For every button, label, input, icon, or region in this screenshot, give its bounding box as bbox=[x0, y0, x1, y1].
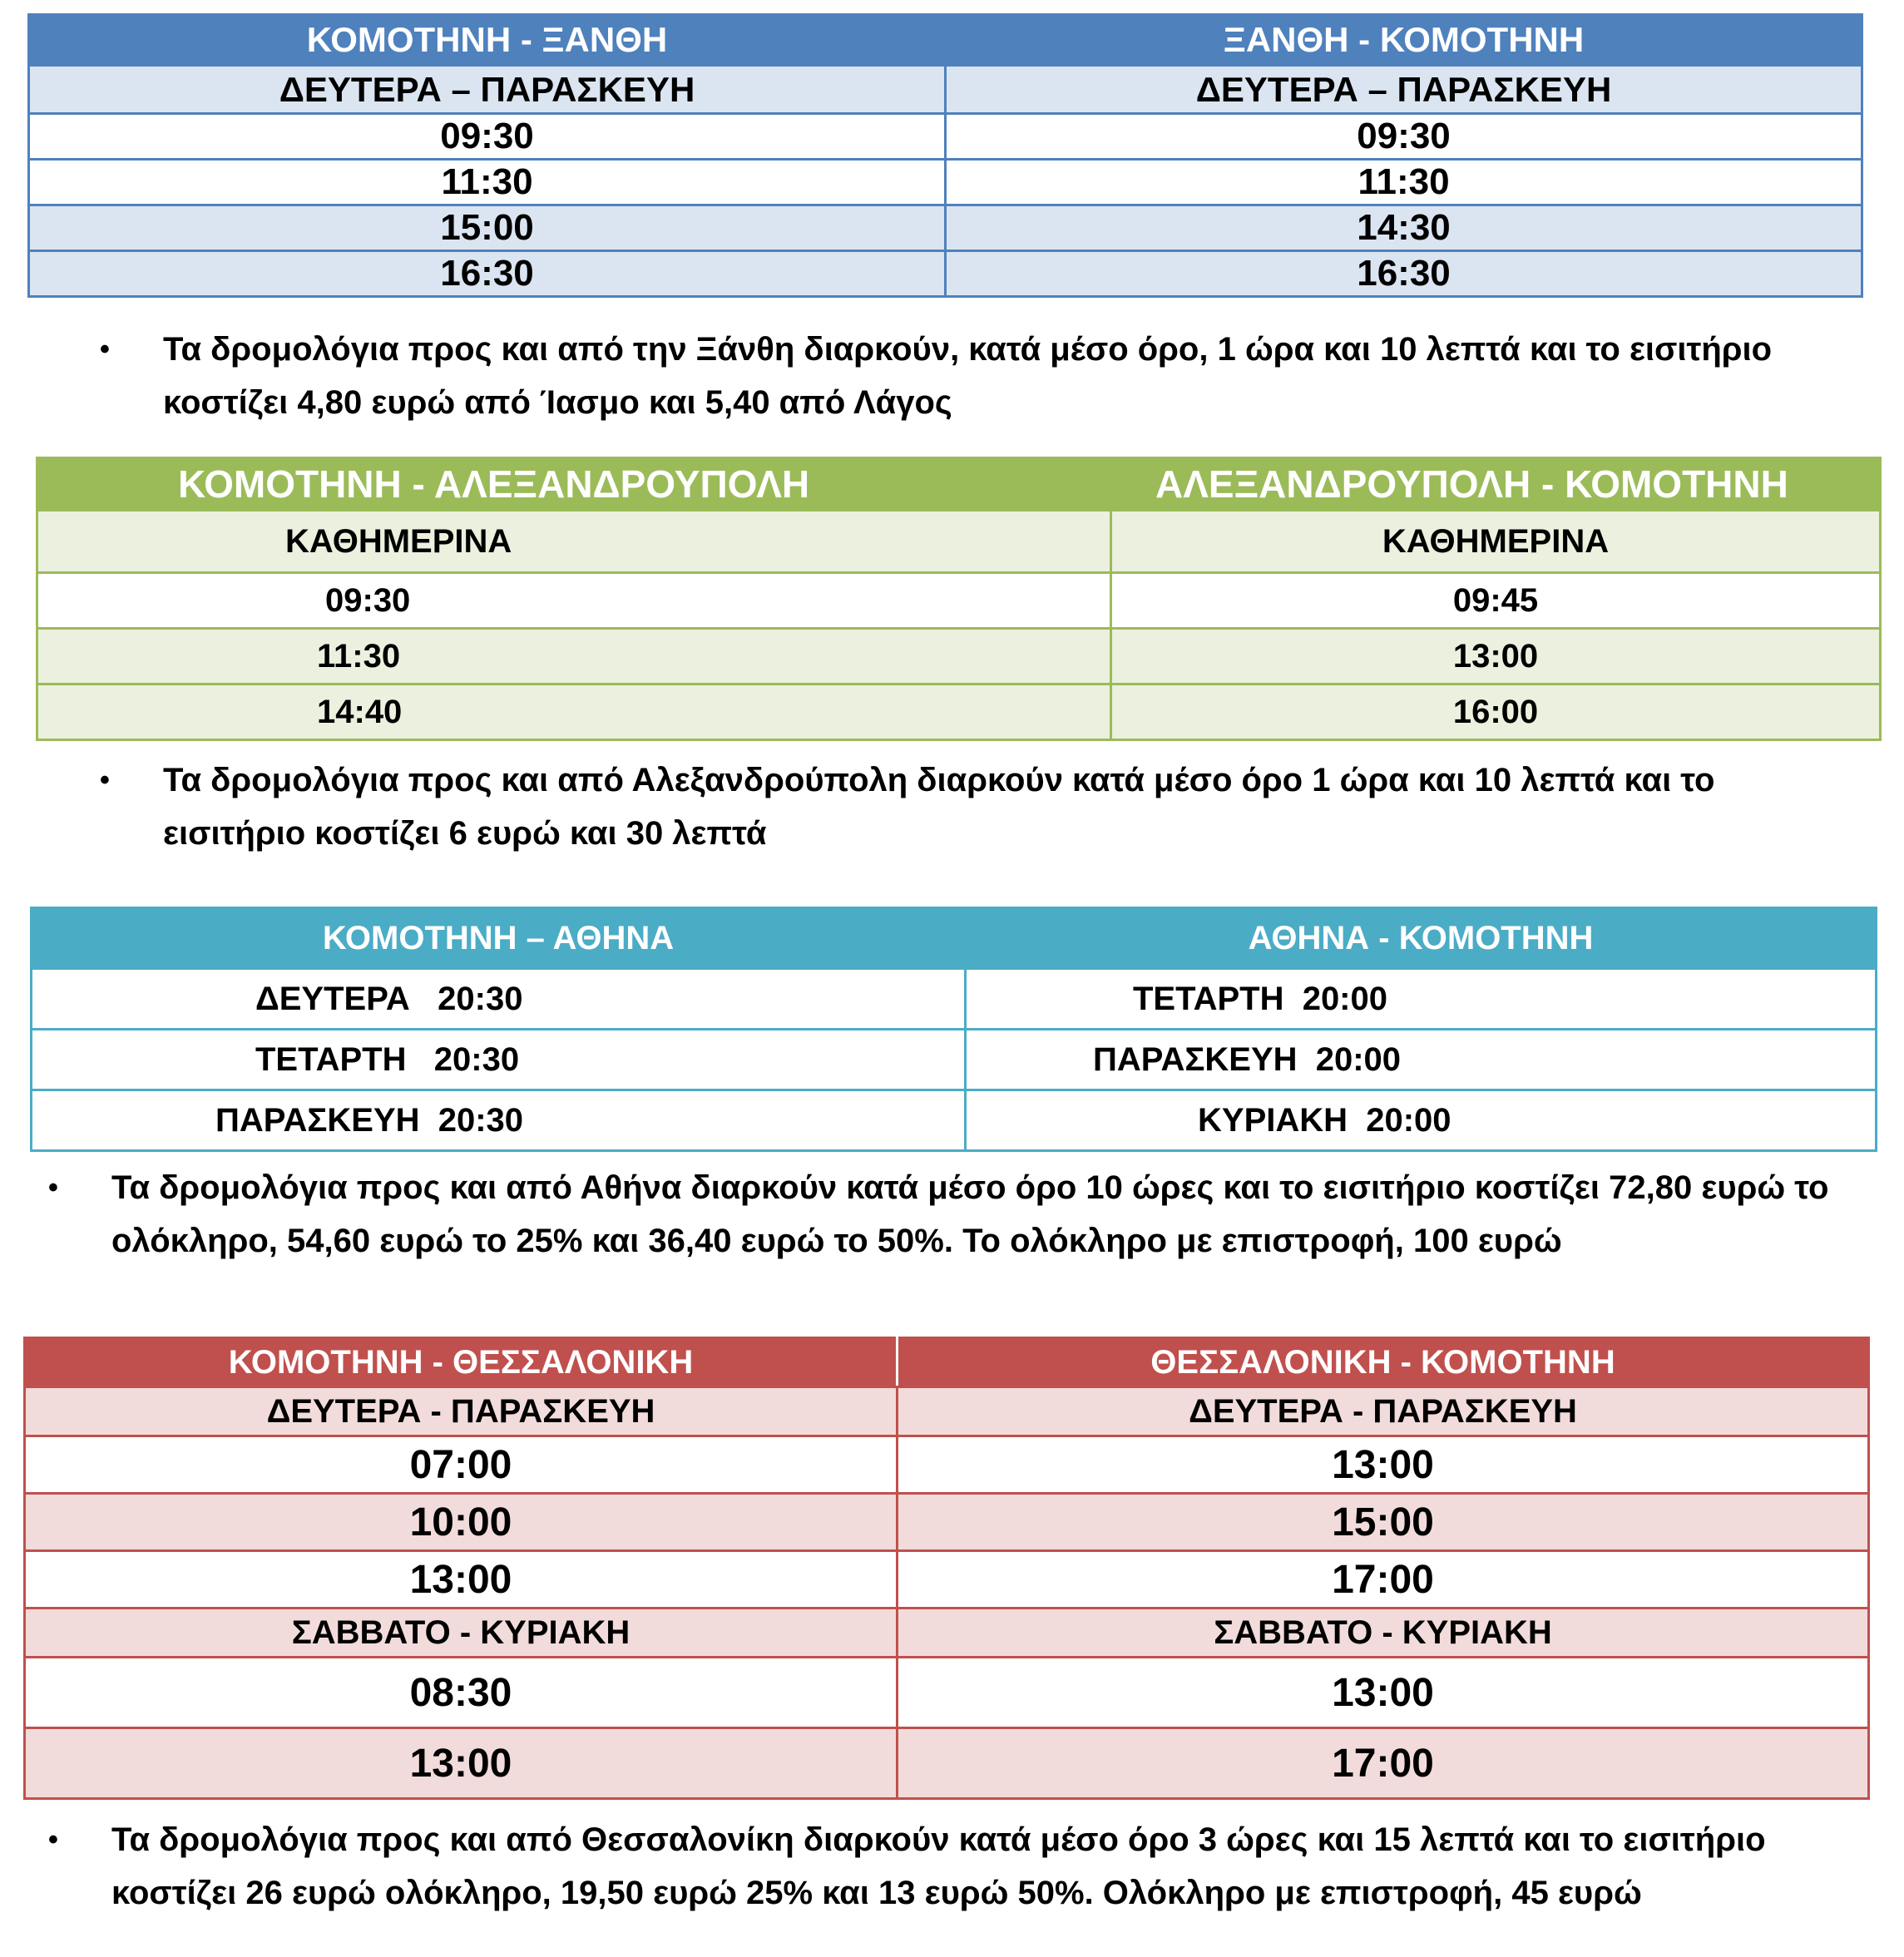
table-row bbox=[37, 684, 1881, 740]
departure-time: 13:00 bbox=[898, 1658, 1869, 1728]
column-title: ΚΟΜΟΤΗΝΗ - ΞΑΝΘΗ bbox=[29, 15, 946, 66]
departure-day-time: ΠΑΡΑΣΚΕΥΗ 20:00 bbox=[966, 1030, 1877, 1090]
bullet: • bbox=[48, 1172, 58, 1203]
table-row bbox=[25, 1436, 1869, 1494]
departure-time: 09:30 bbox=[37, 573, 1111, 629]
table-row bbox=[37, 629, 1881, 684]
athina-note bbox=[48, 1161, 1862, 1268]
table-row bbox=[29, 205, 1862, 251]
column-title: ΚΟΜΟΤΗΝΗ – ΑΘΗΝΑ bbox=[32, 908, 966, 969]
departure-day-time: ΔΕΥΤΕΡΑ 20:30 bbox=[32, 969, 966, 1030]
departure-time: 14:30 bbox=[946, 205, 1862, 251]
departure-time: 17:00 bbox=[898, 1551, 1869, 1609]
days-label: ΚΑΘΗΜΕΡΙΝΑ bbox=[37, 511, 1111, 573]
athina-schedule-table bbox=[30, 907, 1877, 1152]
departure-time: 16:00 bbox=[1111, 684, 1881, 740]
days-label: ΔΕΥΤΕΡΑ - ΠΑΡΑΣΚΕΥΗ bbox=[25, 1387, 898, 1436]
days-label: ΣΑΒΒΑΤΟ - ΚΥΡΙΑΚΗ bbox=[898, 1609, 1869, 1658]
note-text: Τα δρομολόγια προς και από Θεσσαλονίκη διαρκούν κατά μέσο όρο 3 ώρες και 15 λεπτά και το εισιτήριο κοστίζει 26 ευρώ ολόκληρο, 19,50 ευρώ 25% και 13 ευρώ 50%. Ολόκληρο με επιστροφή, 45 ευρώ bbox=[111, 1821, 1766, 1911]
departure-day-time: ΚΥΡΙΑΚΗ 20:00 bbox=[966, 1090, 1877, 1151]
departure-time: 13:00 bbox=[25, 1551, 898, 1609]
departure-time: 11:30 bbox=[946, 160, 1862, 205]
column-title: ΞΑΝΘΗ - ΚΟΜΟΤΗΝΗ bbox=[946, 15, 1862, 66]
departure-day-time: ΤΕΤΑΡΤΗ 20:30 bbox=[32, 1030, 966, 1090]
thessaloniki-note bbox=[48, 1813, 1878, 1920]
departure-time: 15:00 bbox=[898, 1494, 1869, 1551]
table-row bbox=[29, 251, 1862, 297]
departure-time: 11:30 bbox=[37, 629, 1111, 684]
days-label: ΣΑΒΒΑΤΟ - ΚΥΡΙΑΚΗ bbox=[25, 1609, 898, 1658]
departure-time: 16:30 bbox=[29, 251, 946, 297]
departure-time: 11:30 bbox=[29, 160, 946, 205]
note-text: Τα δρομολόγια προς και από Αλεξανδρούπολη διαρκούν κατά μέσο όρο 1 ώρα και 10 λεπτά και το εισιτήριο κοστίζει 6 ευρώ και 30 λεπτά bbox=[163, 762, 1715, 852]
table-row bbox=[29, 114, 1862, 160]
departure-time: 10:00 bbox=[25, 1494, 898, 1551]
table-row bbox=[25, 1728, 1869, 1799]
alexandroupoli-schedule-table bbox=[36, 457, 1882, 741]
departure-time: 08:30 bbox=[25, 1658, 898, 1728]
table-row bbox=[32, 1030, 1877, 1090]
table-row bbox=[32, 1090, 1877, 1151]
departure-time: 16:30 bbox=[946, 251, 1862, 297]
bullet: • bbox=[48, 1824, 58, 1856]
column-title: ΚΟΜΟΤΗΝΗ - ΑΛΕΞΑΝΔΡΟΥΠΟΛΗ bbox=[37, 458, 1111, 511]
thessaloniki-schedule-table bbox=[23, 1337, 1870, 1800]
departure-time: 09:30 bbox=[946, 114, 1862, 160]
column-title: ΑΘΗΝΑ - ΚΟΜΟΤΗΝΗ bbox=[966, 908, 1877, 969]
column-title: ΚΟΜΟΤΗΝΗ - ΘΕΣΣΑΛΟΝΙΚΗ bbox=[25, 1338, 898, 1387]
note-text: Τα δρομολόγια προς και από την Ξάνθη διαρκούν, κατά μέσο όρο, 1 ώρα και 10 λεπτά και το εισιτήριο κοστίζει 4,80 ευρώ από Ίασμο και 5,40 από Λάγος bbox=[163, 331, 1773, 421]
xanthi-note bbox=[100, 323, 1847, 429]
days-label: ΚΑΘΗΜΕΡΙΝΑ bbox=[1111, 511, 1881, 573]
column-title: ΘΕΣΣΑΛΟΝΙΚΗ - ΚΟΜΟΤΗΝΗ bbox=[898, 1338, 1869, 1387]
table-row bbox=[25, 1494, 1869, 1551]
departure-day-time: ΠΑΡΑΣΚΕΥΗ 20:30 bbox=[32, 1090, 966, 1151]
table-row bbox=[25, 1551, 1869, 1609]
departure-day-time: ΤΕΤΑΡΤΗ 20:00 bbox=[966, 969, 1877, 1030]
days-label: ΔΕΥΤΕΡΑ – ΠΑΡΑΣΚΕΥΗ bbox=[946, 66, 1862, 114]
column-title: ΑΛΕΞΑΝΔΡΟΥΠΟΛΗ - ΚΟΜΟΤΗΝΗ bbox=[1111, 458, 1881, 511]
note-text: Τα δρομολόγια προς και από Αθήνα διαρκούν κατά μέσο όρο 10 ώρες και το εισιτήριο κοστίζει 72,80 ευρώ το ολόκληρο, 54,60 ευρώ το 25% και 36,40 ευρώ το 50%. Το ολόκληρο με επιστροφή, 100 ευρώ bbox=[111, 1169, 1829, 1259]
departure-time: 14:40 bbox=[37, 684, 1111, 740]
departure-time: 09:30 bbox=[29, 114, 946, 160]
departure-time: 17:00 bbox=[898, 1728, 1869, 1799]
days-label: ΔΕΥΤΕΡΑ – ΠΑΡΑΣΚΕΥΗ bbox=[29, 66, 946, 114]
departure-time: 13:00 bbox=[898, 1436, 1869, 1494]
table-row bbox=[25, 1658, 1869, 1728]
departure-time: 13:00 bbox=[1111, 629, 1881, 684]
table-row bbox=[37, 573, 1881, 629]
departure-time: 15:00 bbox=[29, 205, 946, 251]
departure-time: 09:45 bbox=[1111, 573, 1881, 629]
bullet: • bbox=[100, 764, 110, 796]
table-row bbox=[29, 160, 1862, 205]
departure-time: 13:00 bbox=[25, 1728, 898, 1799]
xanthi-schedule-table bbox=[27, 13, 1863, 298]
departure-time: 07:00 bbox=[25, 1436, 898, 1494]
bullet: • bbox=[100, 334, 110, 365]
alexandroupoli-note bbox=[100, 754, 1847, 860]
days-label: ΔΕΥΤΕΡΑ - ΠΑΡΑΣΚΕΥΗ bbox=[898, 1387, 1869, 1436]
table-row bbox=[32, 969, 1877, 1030]
